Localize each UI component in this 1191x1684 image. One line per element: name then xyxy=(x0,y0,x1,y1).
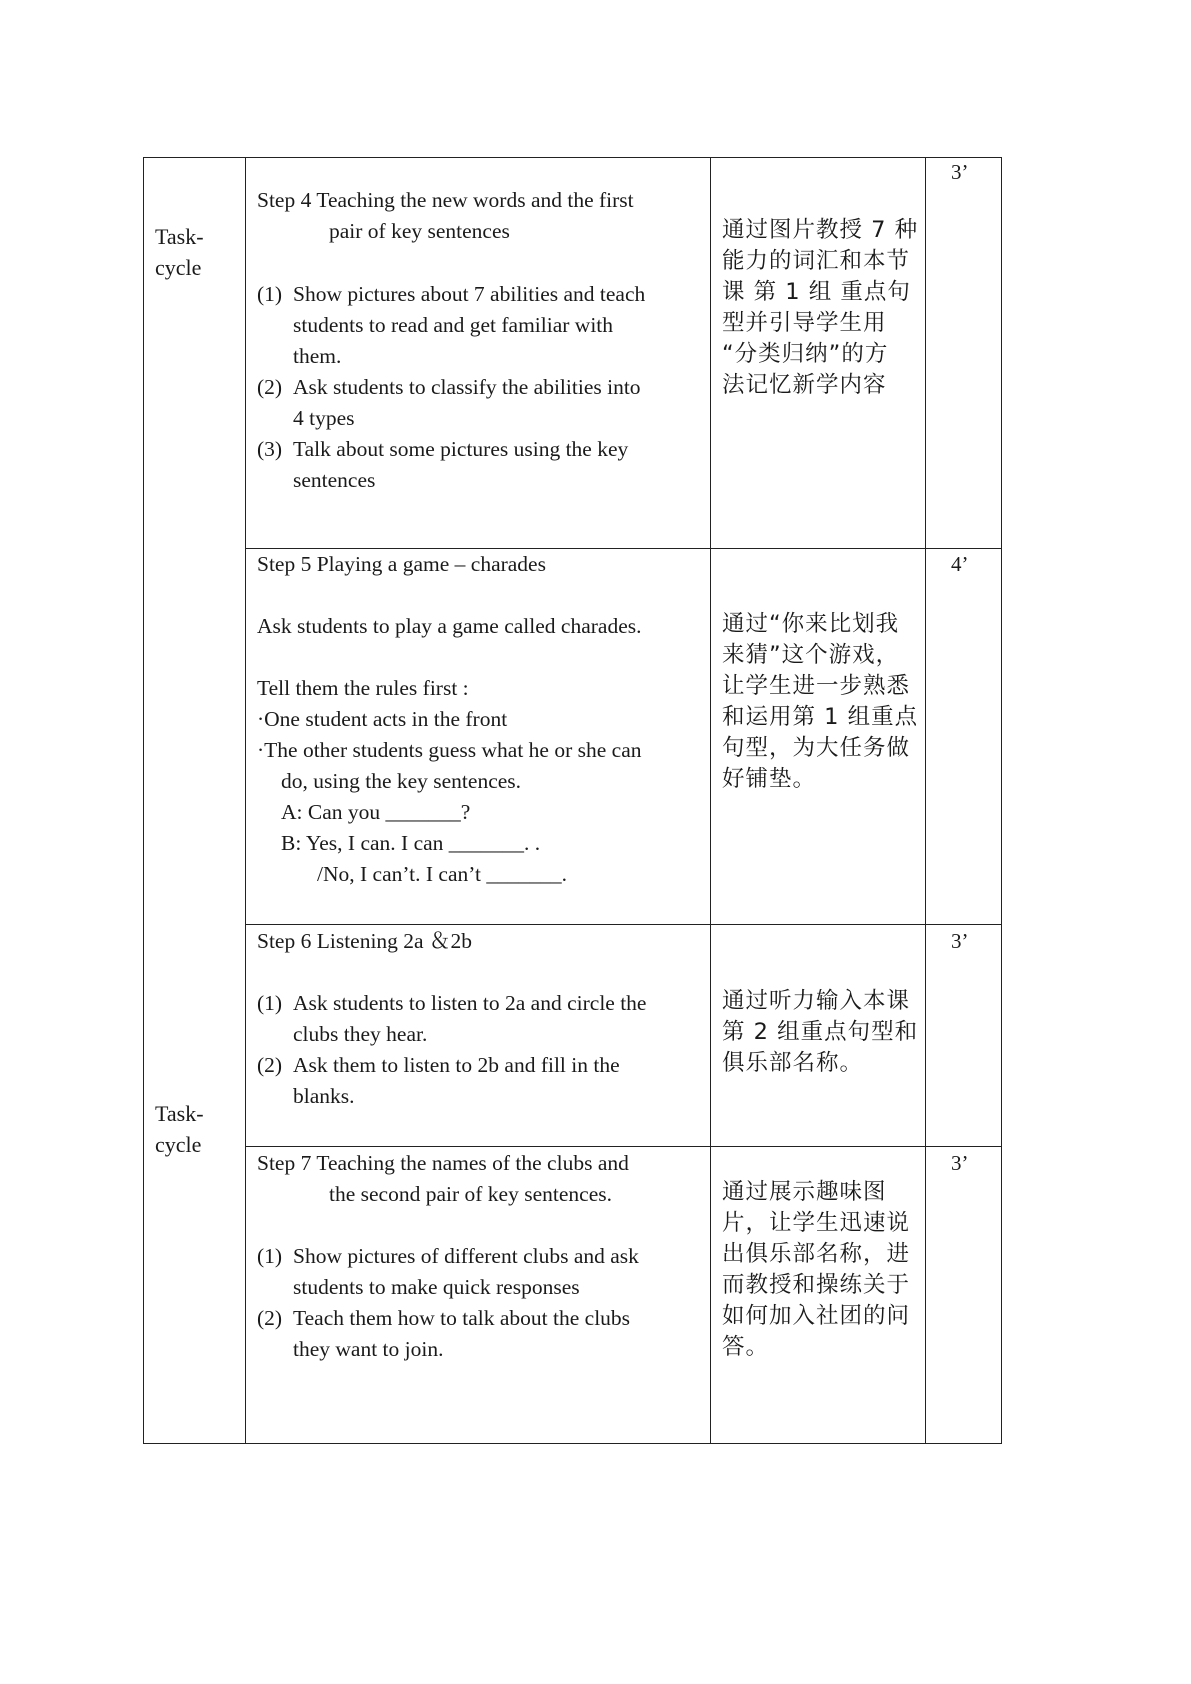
item-number: (1) xyxy=(257,282,283,306)
item-text: Ask them to listen to 2b and fill in the xyxy=(293,1053,620,1077)
dialogue-line: A: Can you _______? xyxy=(281,800,471,824)
step-title: pair of key sentences xyxy=(329,219,510,243)
item-text: clubs they hear. xyxy=(293,1022,428,1046)
purpose-text: 俱乐部名称。 xyxy=(722,1050,864,1076)
step-title: Step 7 Teaching the names of the clubs and xyxy=(257,1151,629,1175)
section-label: Task- xyxy=(155,224,204,249)
row-divider xyxy=(245,1146,1001,1147)
purpose-text: 型并引导学生用 xyxy=(722,310,887,336)
time-value: 3’ xyxy=(951,160,969,184)
purpose-text: 课 第 1 组 重点句 xyxy=(722,279,911,305)
item-text: Ask students to classify the abilities into xyxy=(293,375,641,399)
item-text: they want to join. xyxy=(293,1337,444,1361)
purpose-text: 通过展示趣味图 xyxy=(722,1179,887,1205)
item-text: Show pictures of different clubs and ask xyxy=(293,1244,639,1268)
item-text: blanks. xyxy=(293,1084,355,1108)
step-text: Tell them the rules first : xyxy=(257,676,469,700)
step-text: ·The other students guess what he or she can xyxy=(257,738,642,762)
purpose-text: 法记忆新学内容 xyxy=(722,372,887,398)
step-title: Step 4 Teaching the new words and the first xyxy=(257,188,634,212)
dialogue-line: /No, I can’t. I can’t _______. xyxy=(317,862,567,886)
time-value: 4’ xyxy=(951,552,969,576)
purpose-text: 片，让学生迅速说 xyxy=(722,1210,911,1236)
item-text: 4 types xyxy=(293,406,355,430)
item-text: students to read and get familiar with xyxy=(293,313,614,337)
purpose-text: 通过听力输入本课 xyxy=(722,988,911,1014)
purpose-text: 通过图片教授 7 种 xyxy=(722,217,919,243)
item-number: (2) xyxy=(257,1053,283,1077)
purpose-text: 而教授和操练关于 xyxy=(722,1272,911,1298)
purpose-text: 让学生进一步熟悉 xyxy=(722,673,911,699)
purpose-text: 如何加入社团的问 xyxy=(722,1303,911,1329)
step-text: ·One student acts in the front xyxy=(257,707,508,731)
section-label: Task- xyxy=(155,1101,204,1126)
step-title: Step 5 Playing a game – charades xyxy=(257,552,546,576)
time-value: 3’ xyxy=(951,1151,969,1175)
item-text: Show pictures about 7 abilities and teach xyxy=(293,282,646,306)
row-divider xyxy=(245,924,1001,925)
item-number: (3) xyxy=(257,437,283,461)
column-divider xyxy=(925,158,926,1443)
time-value: 3’ xyxy=(951,929,969,953)
purpose-text: 和运用第 1 组重点 xyxy=(722,704,919,730)
step-text: Ask students to play a game called charades. xyxy=(257,614,642,638)
item-text: Teach them how to talk about the clubs xyxy=(293,1306,631,1330)
purpose-text: 出俱乐部名称，进 xyxy=(722,1241,911,1267)
column-divider xyxy=(245,158,246,1443)
item-text: them. xyxy=(293,344,342,368)
purpose-text: 来猜”这个游戏， xyxy=(722,642,900,668)
purpose-text: 第 2 组重点句型和 xyxy=(722,1019,919,1045)
section-label: cycle xyxy=(155,1132,202,1157)
step-title: the second pair of key sentences. xyxy=(329,1182,612,1206)
item-text: students to make quick responses xyxy=(293,1275,580,1299)
dialogue-line: B: Yes, I can. I can _______. . xyxy=(281,831,541,855)
purpose-text: 好铺垫。 xyxy=(722,766,817,792)
column-divider xyxy=(710,158,711,1443)
purpose-text: 答。 xyxy=(722,1334,770,1360)
purpose-text: 通过“你来比划我 xyxy=(722,611,900,637)
item-text: Ask students to listen to 2a and circle the xyxy=(293,991,647,1015)
step-text: do, using the key sentences. xyxy=(281,769,522,793)
purpose-text: “分类归纳”的方 xyxy=(722,341,889,367)
item-text: Talk about some pictures using the key xyxy=(293,437,629,461)
step-title: Step 6 Listening 2a ＆2b xyxy=(257,929,472,953)
item-number: (1) xyxy=(257,991,283,1015)
item-number: (1) xyxy=(257,1244,283,1268)
item-number: (2) xyxy=(257,1306,283,1330)
purpose-text: 能力的词汇和本节 xyxy=(722,248,911,274)
section-label: cycle xyxy=(155,255,202,280)
purpose-text: 句型，为大任务做 xyxy=(722,735,911,761)
item-text: sentences xyxy=(293,468,376,492)
item-number: (2) xyxy=(257,375,283,399)
